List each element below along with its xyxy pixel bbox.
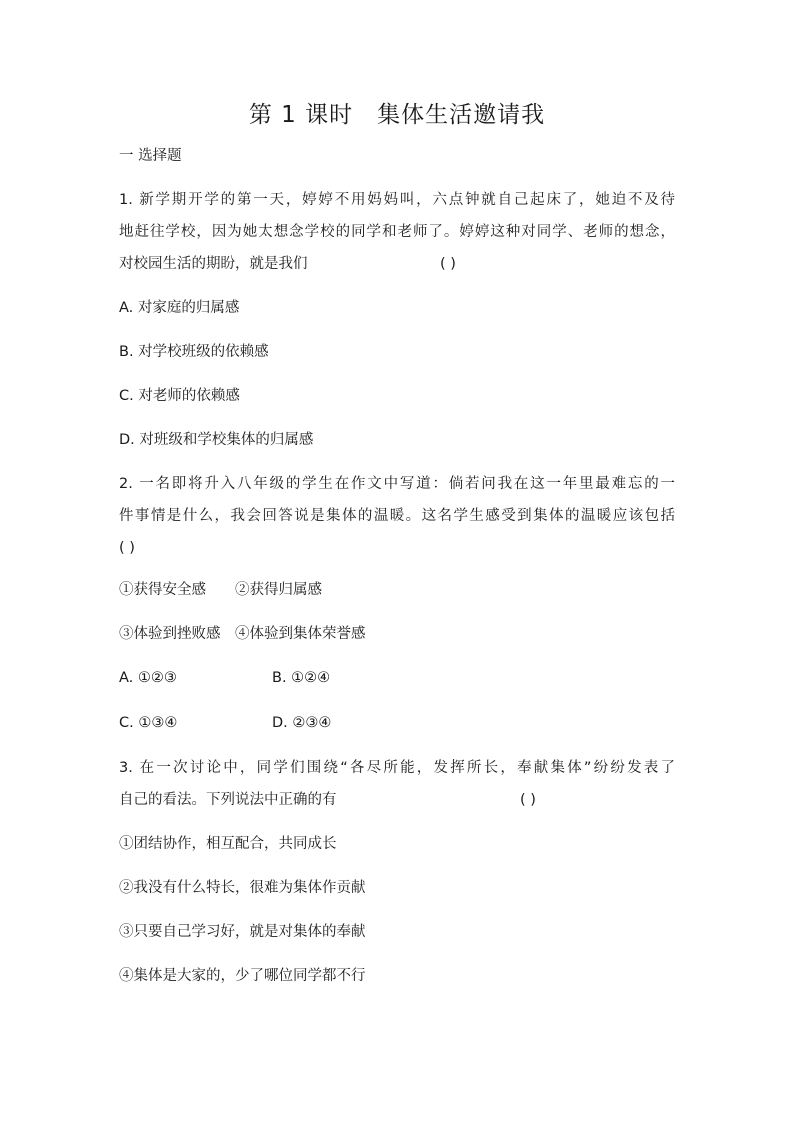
q3-answer-blank: ( ) — [520, 792, 536, 808]
q1-option-d: D. 对班级和学校集体的归属感 — [119, 432, 314, 448]
section-heading: 一 选择题 — [119, 148, 182, 164]
q2-option-c: C. ①③④ — [119, 715, 178, 731]
page-title: 第 1 课时 集体生活邀请我 — [248, 102, 546, 128]
q3-text-line-1: 3. 在一次讨论中，同学们围绕“各尽所能，发挥所长，奉献集体”纷纷发表了 — [119, 760, 675, 776]
q3-item-1: ①团结协作，相互配合，共同成长 — [119, 836, 337, 852]
q2-items-row-1: ①获得安全感 ②获得归属感 — [119, 582, 322, 598]
q1-text-line-1: 1. 新学期开学的第一天，婷婷不用妈妈叫，六点钟就自己起床了，她迫不及待 — [119, 192, 675, 208]
q1-option-c: C. 对老师的依赖感 — [119, 388, 240, 404]
q1-option-b: B. 对学校班级的依赖感 — [119, 344, 269, 360]
q1-text-line-3: 对校园生活的期盼，就是我们 — [119, 256, 308, 272]
q1-answer-blank: ( ) — [440, 256, 456, 272]
q3-item-3: ③只要自己学习好，就是对集体的奉献 — [119, 924, 366, 940]
q2-option-a: A. ①②③ — [119, 670, 177, 686]
q1-option-a: A. 对家庭的归属感 — [119, 300, 240, 316]
q1-text-line-2: 地赶往学校，因为她太想念学校的同学和老师了。婷婷这种对同学、老师的想念， — [119, 224, 675, 240]
q2-option-d: D. ②③④ — [272, 715, 332, 731]
q2-option-b: B. ①②④ — [272, 670, 331, 686]
q2-items-row-2: ③体验到挫败感 ④体验到集体荣誉感 — [119, 626, 366, 642]
q2-text-line-2: 件事情是什么，我会回答说是集体的温暖。这名学生感受到集体的温暖应该包括 — [119, 508, 675, 524]
q2-answer-blank: ( ) — [119, 540, 135, 556]
q3-text-line-2: 自己的看法。下列说法中正确的有 — [119, 792, 337, 808]
q3-item-2: ②我没有什么特长，很难为集体作贡献 — [119, 880, 366, 896]
q2-text-line-1: 2. 一名即将升入八年级的学生在作文中写道：倘若问我在这一年里最难忘的一 — [119, 476, 675, 492]
q3-item-4: ④集体是大家的，少了哪位同学都不行 — [119, 968, 366, 984]
